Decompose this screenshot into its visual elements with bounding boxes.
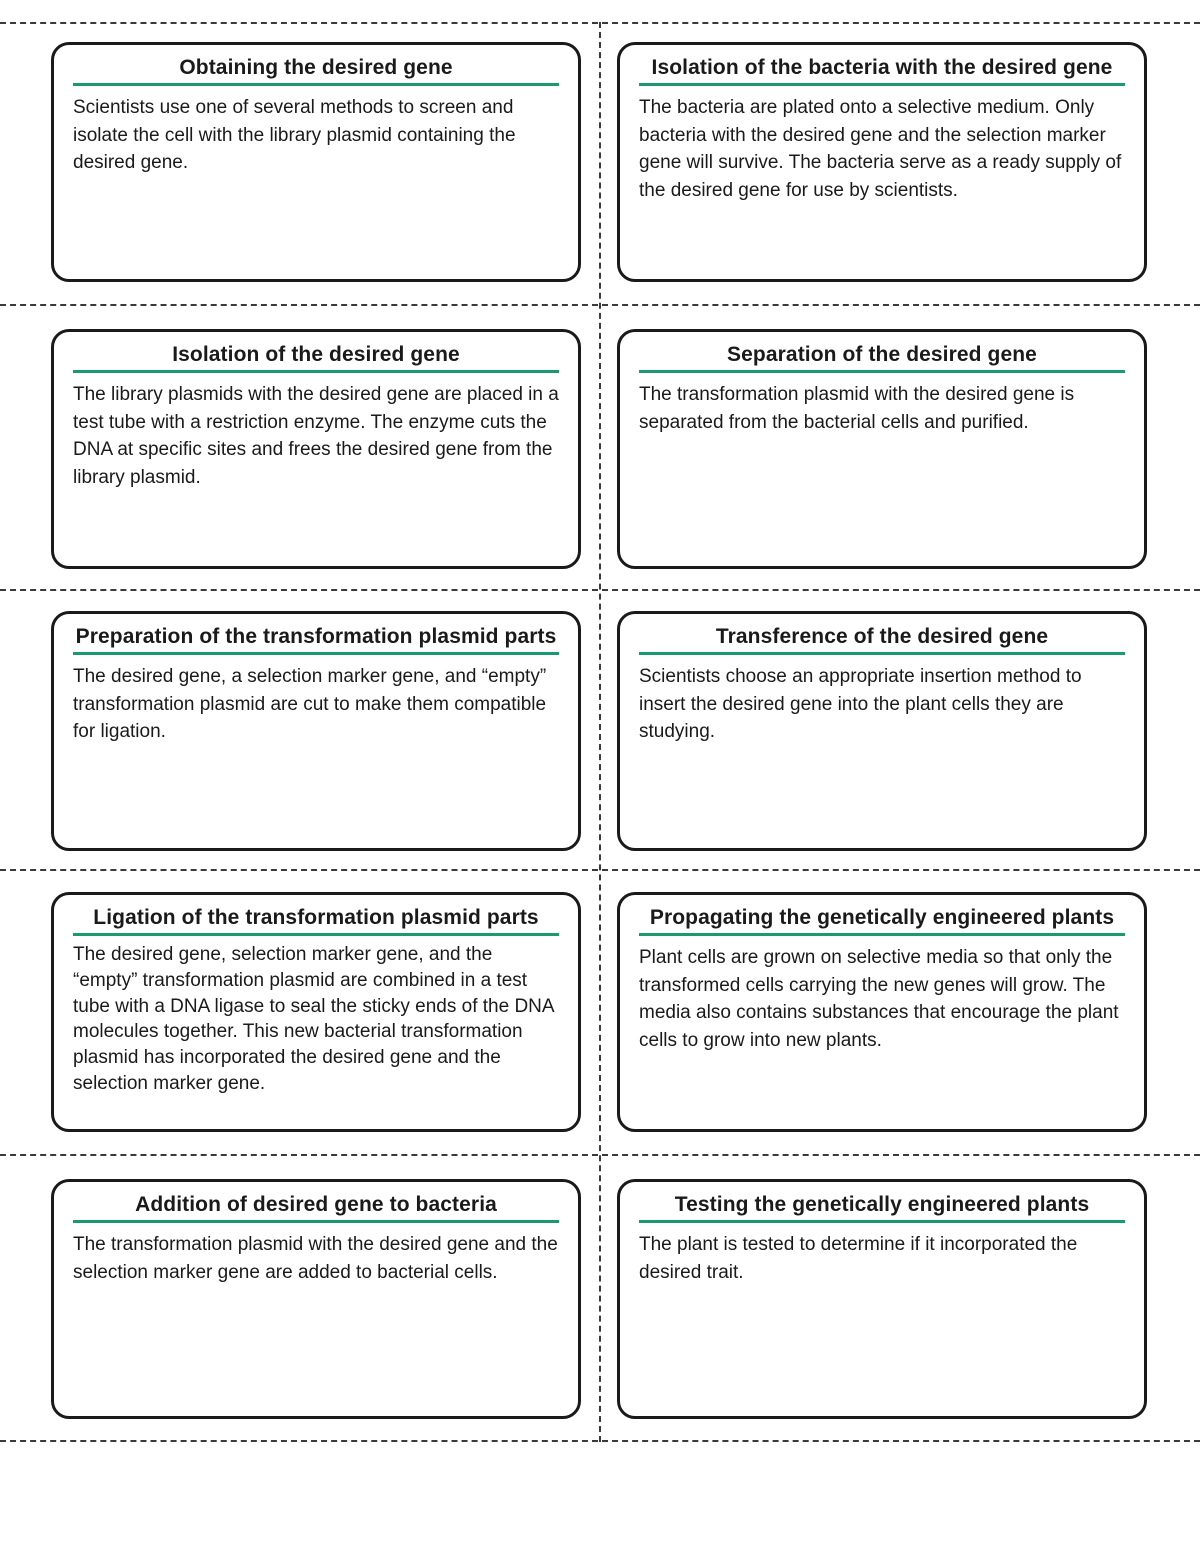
cut-line-vertical bbox=[599, 22, 601, 1442]
card-body: The desired gene, a selection marker gene, and “empty” transformation plasmid are cut to make them compatible for ligation. bbox=[73, 666, 547, 742]
card-body: Scientists use one of several methods to screen and isolate the cell with the library plasmid containing the desired gene. bbox=[73, 97, 516, 173]
card-title: Ligation of the transformation plasmid parts bbox=[73, 905, 559, 936]
card-ligation-of-plasmid-parts bbox=[51, 892, 581, 1132]
card-body: The library plasmids with the desired gene are placed in a test tube with a restriction enzyme. The enzyme cuts the DNA at specific sites and frees the desired gene from the library plasmid. bbox=[73, 384, 559, 488]
card-body: The transformation plasmid with the desired gene is separated from the bacterial cells and purified. bbox=[639, 384, 1075, 433]
card-isolation-of-desired-gene bbox=[51, 329, 581, 569]
card-title: Addition of desired gene to bacteria bbox=[73, 1192, 559, 1223]
card-body: Plant cells are grown on selective media so that only the transformed cells carrying the new genes will grow. The media also contains substances that encourage the plant cells to grow into new plants. bbox=[639, 947, 1119, 1051]
card-testing-engineered-plants bbox=[617, 1179, 1147, 1419]
card-preparation-of-plasmid-parts bbox=[51, 611, 581, 851]
card-body: The bacteria are plated onto a selective medium. Only bacteria with the desired gene and the selection marker gene will survive. The bacteria serve as a ready supply of the desired gene for use by scientists. bbox=[639, 97, 1122, 201]
card-addition-of-gene-to-bacteria bbox=[51, 1179, 581, 1419]
card-body: The transformation plasmid with the desired gene and the selection marker gene are added to bacterial cells. bbox=[73, 1234, 558, 1283]
card-propagating-engineered-plants bbox=[617, 892, 1147, 1132]
card-title: Transference of the desired gene bbox=[639, 624, 1125, 655]
card-body: The plant is tested to determine if it incorporated the desired trait. bbox=[639, 1234, 1078, 1283]
card-body: Scientists choose an appropriate insertion method to insert the desired gene into the plant cells they are studying. bbox=[639, 666, 1082, 742]
card-obtaining-desired-gene bbox=[51, 42, 581, 282]
card-title: Obtaining the desired gene bbox=[73, 55, 559, 86]
card-isolation-of-bacteria bbox=[617, 42, 1147, 282]
card-separation-of-desired-gene bbox=[617, 329, 1147, 569]
card-body: The desired gene, selection marker gene, and the “empty” transformation plasmid are combined in a test tube with a DNA ligase to seal the sticky ends of the DNA molecules together. This new bacterial transformation plasmid has incorporated the desired gene and the selection marker gene. bbox=[73, 944, 554, 1094]
card-title: Isolation of the bacteria with the desired gene bbox=[639, 55, 1125, 86]
card-title: Propagating the genetically engineered plants bbox=[639, 905, 1125, 936]
card-title: Preparation of the transformation plasmid parts bbox=[73, 624, 559, 655]
card-title: Testing the genetically engineered plants bbox=[639, 1192, 1125, 1223]
card-transference-of-desired-gene bbox=[617, 611, 1147, 851]
card-title: Separation of the desired gene bbox=[639, 342, 1125, 373]
card-title: Isolation of the desired gene bbox=[73, 342, 559, 373]
